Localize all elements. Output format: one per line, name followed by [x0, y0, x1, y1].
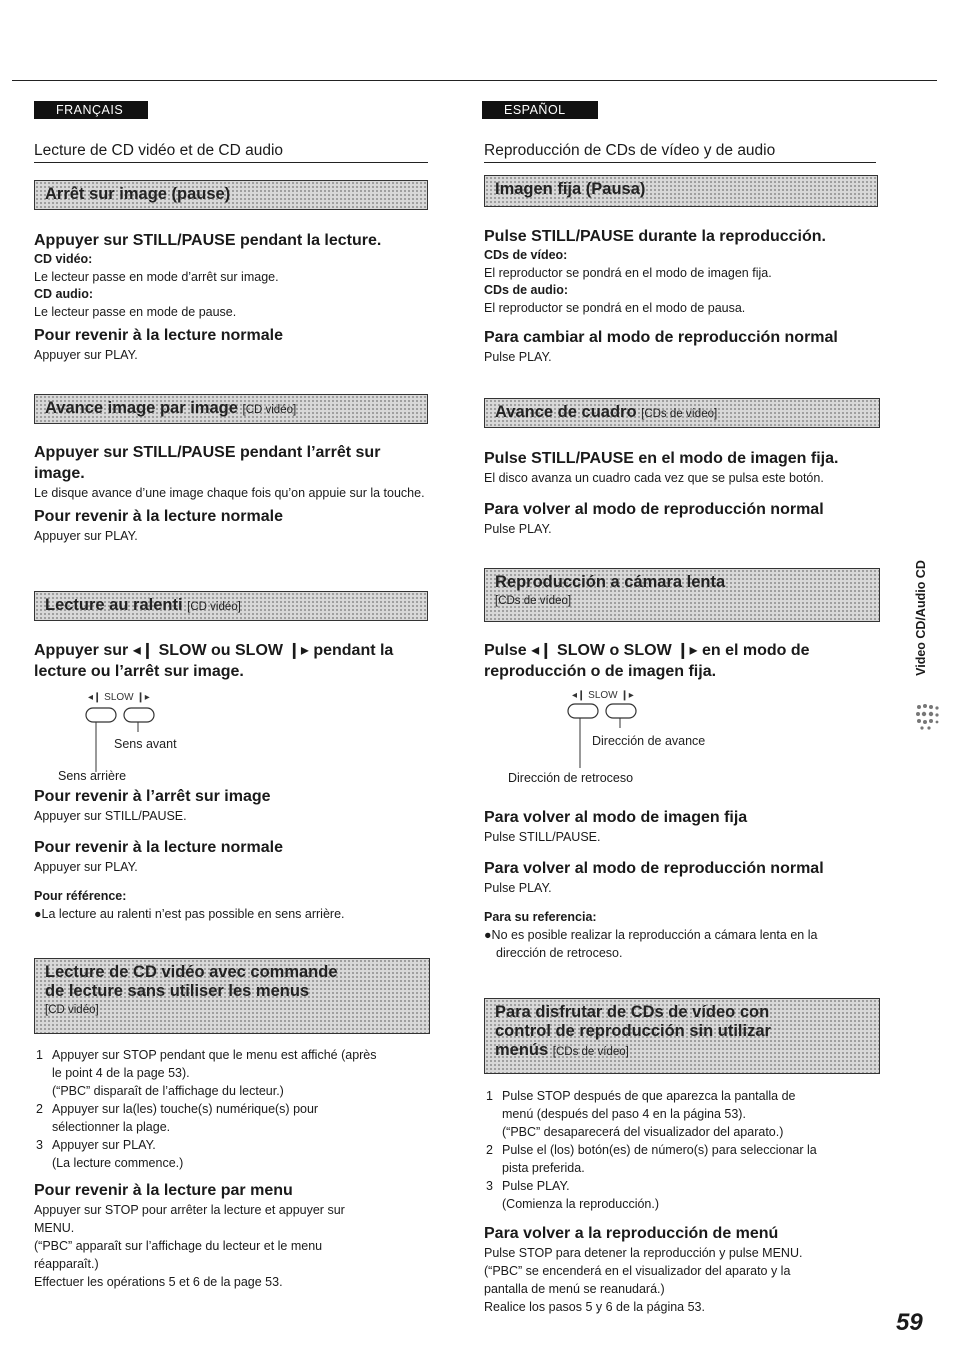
section-title-line: Lecture de CD vidéo avec commande — [45, 963, 338, 981]
step-item: 2 Appuyer sur la(les) touche(s) numérique(s) pour sélectionner la plage. — [36, 1102, 319, 1134]
return-heading: Para volver al modo de reproducción normal — [484, 501, 824, 518]
body-text: Pulse PLAY. — [484, 350, 552, 364]
top-rule — [12, 80, 937, 81]
reverse-direction-label: Dirección de retroceso — [508, 771, 634, 785]
section-title: Imagen fija (Pausa) — [495, 180, 646, 198]
steps-list — [484, 1087, 880, 1213]
section-title: Lecture au ralenti — [45, 596, 183, 614]
instruction-heading: Pulse ◂❙ SLOW o SLOW ❙▸ en el modo de reproducción o de imagen fija. — [484, 642, 810, 680]
return-heading: Pour revenir à la lecture normale — [34, 508, 283, 525]
slow-buttons-figure — [484, 684, 784, 774]
return-heading: Para cambiar al modo de reproducción normal — [484, 329, 838, 346]
instruction-heading: Pulse STILL/PAUSE durante la reproducción. — [484, 228, 826, 245]
body-text: Appuyer sur PLAY. — [34, 348, 138, 362]
body-text: Le lecteur passe en mode de pause. — [34, 305, 237, 319]
body-text: Realice los pasos 5 y 6 de la página 53. — [484, 1300, 705, 1314]
page-number: 59 — [896, 1309, 923, 1336]
disc-icon — [914, 702, 944, 732]
body-text: El reproductor se pondrá en el modo de imagen fija. — [484, 266, 772, 280]
return-heading: Pour revenir à la lecture par menu — [34, 1182, 293, 1199]
slow-reverse-button — [568, 704, 598, 718]
language-label: ESPAÑOL — [482, 101, 598, 119]
section-pause-body — [34, 230, 430, 364]
section-slow-body — [34, 786, 430, 923]
instruction-heading: Pulse STILL/PAUSE en el modo de imagen fija. — [484, 450, 839, 467]
instruction-heading: Appuyer sur STILL/PAUSE pendant la lecture. — [34, 232, 382, 249]
reverse-direction-text — [508, 769, 878, 787]
section-pause-body — [484, 226, 880, 366]
reference-text: dirección de retroceso. — [496, 946, 623, 960]
section-title: Avance image par image — [45, 399, 238, 417]
body-text: Le disque avance d’une image chaque fois qu’on appuie sur la touche. — [34, 486, 425, 500]
section-slow-body — [484, 807, 880, 962]
reverse-direction-label: Sens arrière — [58, 769, 127, 783]
section-tag: [CDs de vídeo] — [495, 595, 572, 607]
section-frame-advance-body — [34, 442, 430, 545]
section-tag: [CD vidéo] — [187, 601, 241, 613]
section-tag: [CDs de vídeo] — [641, 408, 718, 420]
section-title-line: control de reproducción sin utilizar — [495, 1022, 771, 1040]
forward-direction-label: Dirección de avance — [592, 734, 706, 748]
section-band-slow — [34, 591, 428, 621]
language-label: FRANÇAIS — [34, 101, 148, 119]
section-title-line: menús [CDs de vídeo] — [495, 1041, 629, 1059]
body-text: Pulse PLAY. — [484, 522, 552, 536]
section-slow-heading — [34, 640, 430, 682]
section-no-menu-body — [34, 1046, 430, 1291]
section-title-line: de lecture sans utiliser les menus — [45, 982, 310, 1000]
reference-title: Para su referencia: — [484, 910, 597, 924]
section-band-pause — [484, 175, 878, 207]
steps-list — [34, 1046, 430, 1172]
side-tab-label: Video CD/Audio CD — [914, 560, 928, 676]
return-heading: Pour revenir à la lecture normale — [34, 327, 283, 344]
body-text: Pulse STOP para detener la reproducción y pulse MENU. — [484, 1246, 803, 1260]
sub-heading: CDs de vídeo: — [484, 248, 568, 262]
body-text: Pulse STILL/PAUSE. — [484, 830, 601, 844]
slow-forward-button — [606, 704, 636, 718]
section-title-line: Para disfrutar de CDs de vídeo con — [495, 1003, 770, 1021]
slow-forward-button — [124, 708, 154, 722]
chapter-title: Lecture de CD vidéo et de CD audio — [34, 142, 428, 163]
step-item: 2 Pulse el (los) botón(es) de número(s) para seleccionar la pista preferida. — [486, 1143, 817, 1175]
slow-label: ◂❙ SLOW ❙▸ — [572, 690, 634, 701]
step-item: 3 Pulse PLAY. (Comienza la reproducción.) — [486, 1179, 660, 1211]
step-item: 1 Appuyer sur STOP pendant que le menu est affiché (après le point 4 de la page 53). (“PBC” disparaît de l’affichage du lecteur.) — [36, 1048, 377, 1098]
body-text: Pulse PLAY. — [484, 881, 552, 895]
section-band-no-menu — [484, 998, 880, 1074]
body-text: (“PBC” se encenderá en el visualizador del aparato y la — [484, 1264, 791, 1278]
return-heading: Para volver al modo de imagen fija — [484, 809, 748, 826]
slow-label: ◂❙ SLOW ❙▸ — [88, 692, 150, 703]
reference-text: ●No es posible realizar la reproducción a cámara lenta en la — [484, 928, 818, 942]
body-text: Appuyer sur PLAY. — [34, 860, 138, 874]
slow-reverse-button — [86, 708, 116, 722]
section-band-frame-advance — [34, 394, 428, 424]
instruction-heading: Appuyer sur STILL/PAUSE pendant l’arrêt sur image. — [34, 444, 381, 482]
reference-title: Pour référence: — [34, 889, 127, 903]
section-band-slow — [484, 568, 880, 622]
section-tag: [CDs de vídeo] — [552, 1046, 629, 1058]
sub-heading: CD audio: — [34, 287, 94, 301]
section-band-no-menu — [34, 958, 430, 1034]
instruction-heading: Appuyer sur ◂❙ SLOW ou SLOW ❙▸ pendant la lecture ou l’arrêt sur image. — [34, 642, 394, 680]
return-heading: Para volver a la reproducción de menú — [484, 1225, 779, 1242]
section-tag: [CD vidéo] — [242, 404, 297, 416]
reverse-direction-text — [58, 767, 428, 785]
reference-text: ●La lecture au ralenti n’est pas possible en sens arrière. — [34, 907, 345, 921]
body-text: MENU. — [34, 1221, 75, 1235]
return-heading: Para volver al modo de reproducción normal — [484, 860, 824, 877]
forward-direction-label: Sens avant — [114, 737, 177, 751]
body-text: Appuyer sur STILL/PAUSE. — [34, 809, 187, 823]
section-no-menu-body — [484, 1087, 880, 1316]
return-heading: Pour revenir à l’arrêt sur image — [34, 788, 271, 805]
body-text: Effectuer les opérations 5 et 6 de la page 53. — [34, 1275, 283, 1289]
sub-heading: CD vidéo: — [34, 252, 93, 266]
section-title: Avance de cuadro — [495, 403, 637, 421]
body-text: Appuyer sur STOP pour arrêter la lecture et appuyer sur — [34, 1203, 345, 1217]
body-text: pantalla de menú se reanudará.) — [484, 1282, 665, 1296]
sub-heading: CDs de audio: — [484, 283, 569, 297]
side-tab — [906, 553, 936, 683]
body-text: Le lecteur passe en mode d’arrêt sur image. — [34, 270, 279, 284]
section-band-frame-advance — [484, 398, 880, 428]
body-text: Appuyer sur PLAY. — [34, 529, 138, 543]
section-band-pause — [34, 180, 428, 210]
step-item: 3 Appuyer sur PLAY. (La lecture commence.) — [36, 1138, 184, 1170]
return-heading: Pour revenir à la lecture normale — [34, 839, 283, 856]
body-text: (“PBC” apparaît sur l’affichage du lecteur et le menu — [34, 1239, 323, 1253]
section-frame-advance-body — [484, 448, 880, 538]
section-title: Arrêt sur image (pause) — [45, 185, 231, 203]
chapter-title: Reproducción de CDs de vídeo y de audio — [484, 142, 876, 163]
section-tag: [CD vidéo] — [45, 1004, 99, 1016]
slow-buttons-figure — [34, 686, 334, 776]
section-title: Reproducción a cámara lenta — [495, 573, 726, 591]
step-item: 1 Pulse STOP después de que aparezca la pantalla de menú (después del paso 4 en la página 53). (“PBC” desaparecerá del visualizador del aparato.) — [486, 1089, 796, 1139]
body-text: réapparaît.) — [34, 1257, 99, 1271]
section-slow-heading — [484, 640, 880, 682]
body-text: El reproductor se pondrá en el modo de pausa. — [484, 301, 746, 315]
body-text: El disco avanza un cuadro cada vez que se pulsa este botón. — [484, 471, 824, 485]
